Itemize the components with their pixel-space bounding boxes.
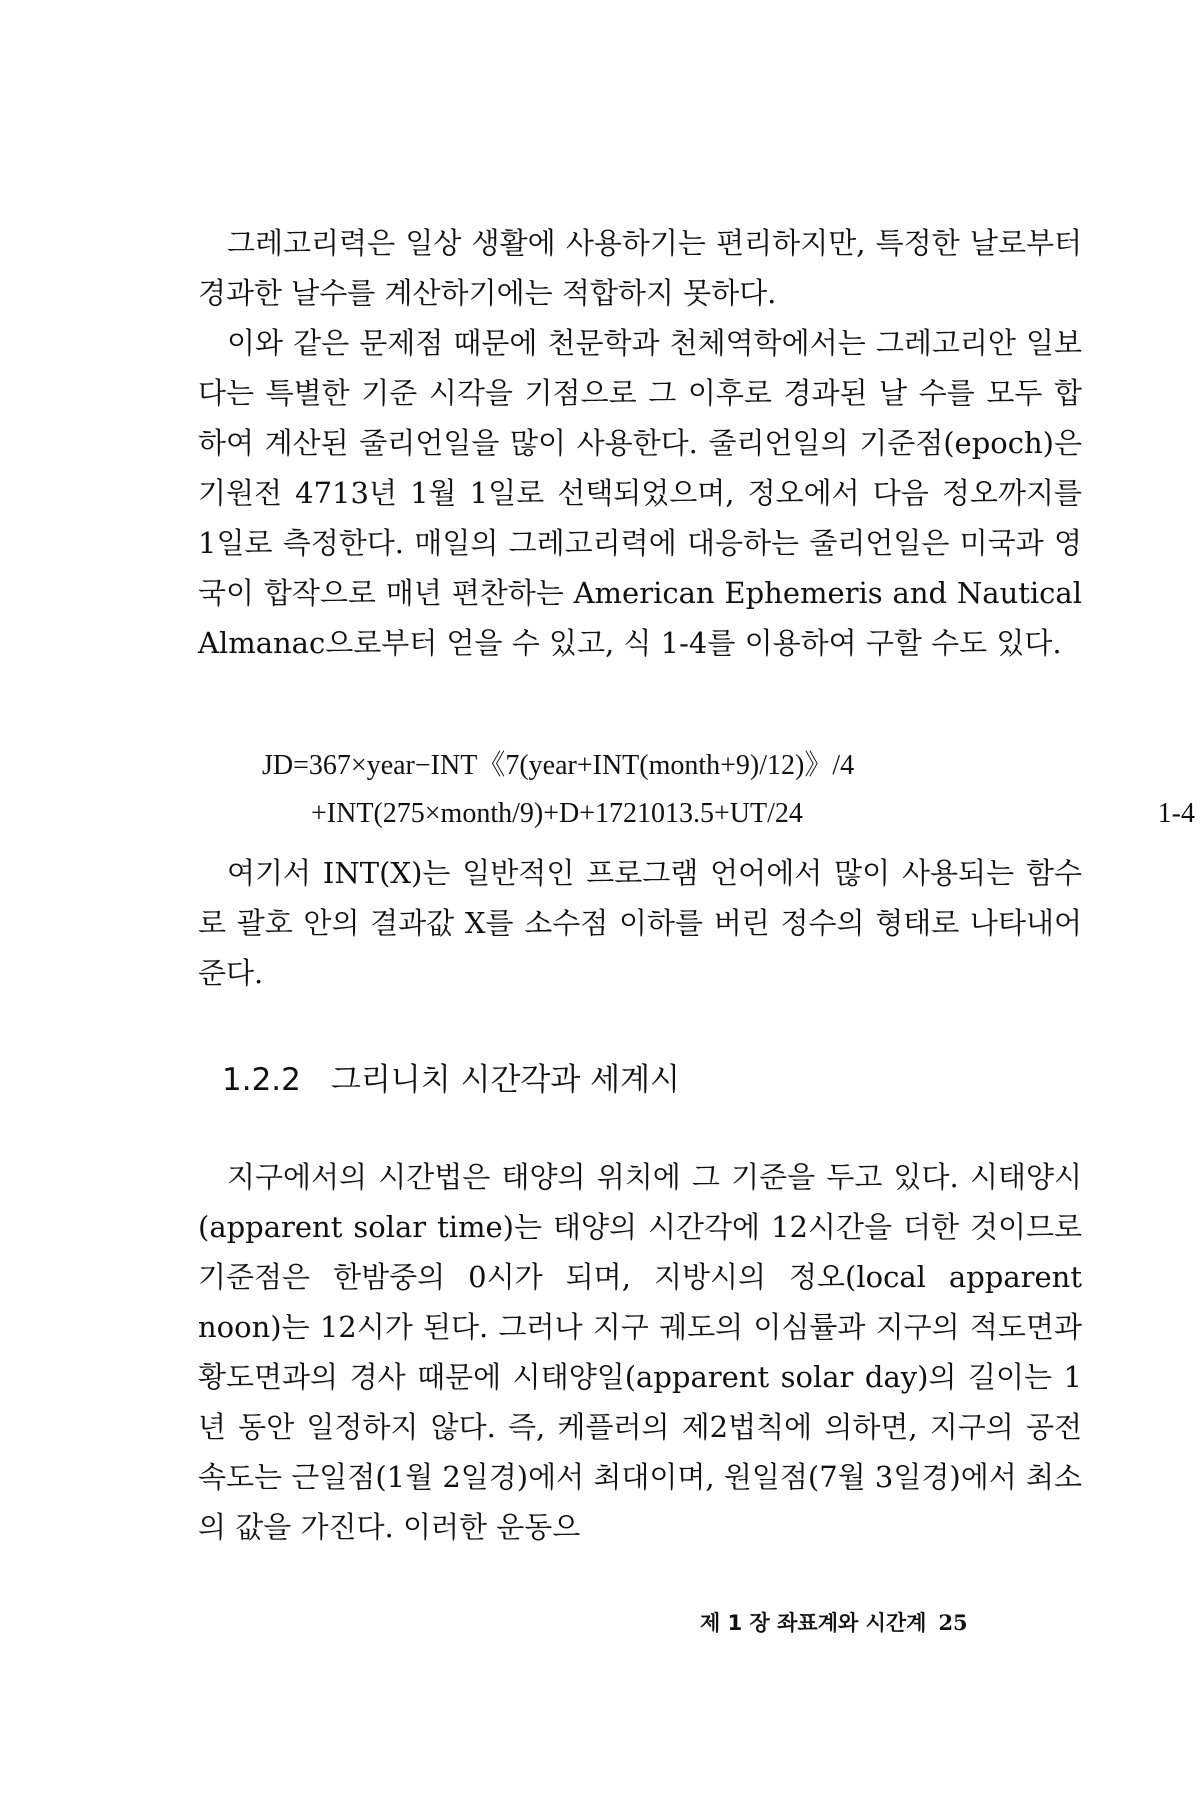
equation-line-1: JD=367×year−INT《7(year+INT(month+9)/12)》/4 [262, 750, 855, 781]
equation-line-2 [198, 790, 1195, 838]
section-heading [222, 1058, 680, 1102]
paragraph-gregorian-calendar: 그레고리력은 일상 생활에 사용하기는 편리하지만, 특정한 날로부터 경과한 날수를 계산하기에는 적합하지 못하다. [198, 226, 1082, 310]
paragraph-solar-time: 지구에서의 시간법은 태양의 위치에 그 기준을 두고 있다. 시태양시(apparent solar time)는 태양의 시간각에 12시간을 더한 것이므로 기준점은 한밤중의 0시가 되며, 지방시의 정오(local apparent noon)는 12시가 된다. 그러나 지구 궤도의 이심률과 지구의 적도면과 황도면과의 경사 때문에 시태양일(apparent solar day)의 길이는 1년 동안 일정하지 않다. 즉, 케플러의 제2법칙에 의하면, 지구의 공전 속도는 근일점(1월 2일경)에서 최대이며, 원일점(7월 3일경)에서 최소의 값을 가진다. 이러한 운동으 [198, 1160, 1082, 1544]
equation-line-2-text: +INT(275×month/9)+D+1721013.5+UT/24 [311, 798, 803, 829]
section-number: 1.2.2 [222, 1062, 301, 1098]
paragraph-julian-day: 이와 같은 문제점 때문에 천문학과 천체역학에서는 그레고리안 일보다는 특별한 기준 시각을 기점으로 그 이후로 경과된 날 수를 모두 합하여 계산된 줄리언일을 많이 사용한다. 줄리언일의 기준점(epoch)은 기원전 4713년 1월 1일로 선택되었으며, 정오에서 다음 정오까지를 1일로 측정한다. 매일의 그레고리력에 대응하는 줄리언일은 미국과 영국이 합작으로 매년 편찬하는 American Ephemeris and Nautical Almanac으로부터 얻을 수 있고, 식 1-4를 이용하여 구할 수도 있다. [198, 326, 1082, 660]
equation-number: 1-4 [1157, 798, 1195, 829]
paragraph-int-function: 여기서 INT(X)는 일반적인 프로그램 언어에서 많이 사용되는 함수로 괄호 안의 결과값 X를 소수점 이하를 버린 정수의 형태로 나타내어 준다. [198, 856, 1082, 990]
section-title: 그리니치 시간각과 세계시 [330, 1062, 681, 1098]
chapter-title: 제 1 장 좌표계와 시간계 [700, 1611, 927, 1635]
page-number: 25 [938, 1610, 968, 1635]
running-footer [700, 1608, 968, 1638]
